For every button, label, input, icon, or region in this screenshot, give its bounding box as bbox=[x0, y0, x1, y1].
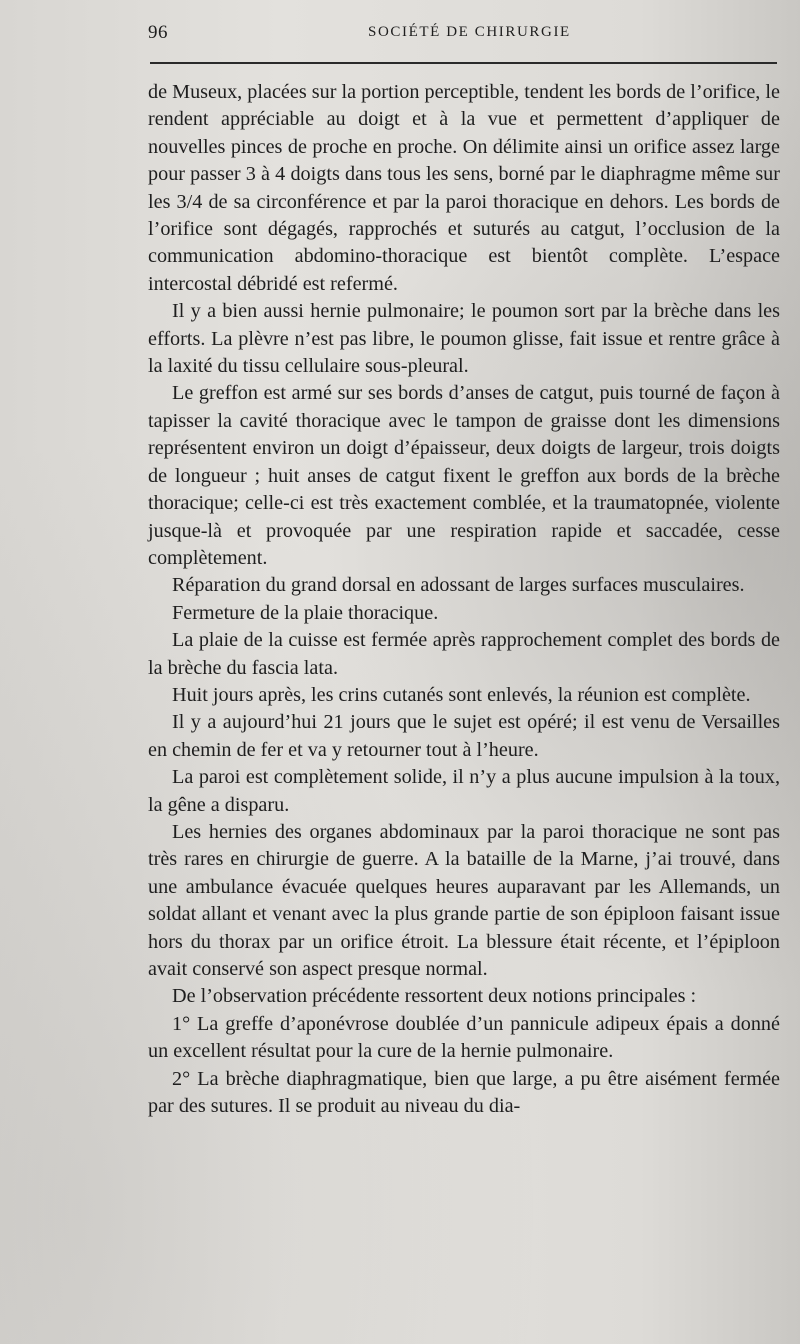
paragraph: La paroi est complètement solide, il n’y a plus aucune impulsion à la toux, la gêne a disparu. bbox=[148, 766, 780, 816]
page-number: 96 bbox=[148, 22, 168, 43]
body-text bbox=[148, 79, 780, 1120]
running-head: SOCIÉTÉ DE CHIRURGIE bbox=[368, 24, 571, 40]
header-rule bbox=[150, 62, 777, 64]
paragraph: Il y a bien aussi hernie pulmonaire; le poumon sort par la brèche dans les efforts. La plèvre n’est pas libre, le poumon glisse, fait issue et rentre grâce à la laxité du tissu cellulaire sous-pleural. bbox=[148, 300, 780, 378]
paragraph: de Museux, placées sur la portion perceptible, tendent les bords de l’orifice, le rendent appréciable au doigt et à la vue et permettent d’appliquer de nouvelles pinces de proche en proche. On délimite ainsi un orifice assez large pour passer 3 à 4 doigts dans tous les sens, borné par le diaphragme même sur les 3/4 de sa circonférence et par la paroi thoracique en dehors. Les bords de l’orifice sont dégagés, rapprochés et suturés au catgut, l’occlusion de la communication abdomino-thoracique est bientôt complète. L’espace intercostal débridé est refermé. bbox=[148, 81, 780, 295]
paragraph: De l’observation précédente ressortent deux notions principales : bbox=[172, 985, 697, 1008]
paragraph: Il y a aujourd’hui 21 jours que le sujet est opéré; il est venu de Versailles en chemin de fer et va y retourner tout à l’heure. bbox=[148, 711, 780, 761]
paragraph: La plaie de la cuisse est fermée après rapprochement complet des bords de la brèche du fascia lata. bbox=[148, 629, 780, 679]
paragraph: Les hernies des organes abdominaux par la paroi thoracique ne sont pas très rares en chirurgie de guerre. A la bataille de la Marne, j’ai trouvé, dans une ambulance évacuée quelques heures auparavant par les Allemands, un soldat allant et venant avec la plus grande partie de son épiploon faisant issue hors du thorax par un orifice étroit. La blessure était récente, et l’épiploon avait conservé son aspect presque normal. bbox=[148, 820, 780, 980]
page-header bbox=[148, 20, 778, 44]
paragraph: 1° La greffe d’aponévrose doublée d’un pannicule adipeux épais a donné un excellent résultat pour la cure de la hernie pulmonaire. bbox=[148, 1012, 780, 1063]
paragraph: Le greffon est armé sur ses bords d’anses de catgut, puis tourné de façon à tapisser la cavité thoracique avec le tampon de graisse dont les dimensions représentent environ un doigt d’épaisseur, deux doigts de largeur, trois doigts de longueur ; huit anses de catgut fixent le greffon aux bords de la brèche thoracique; celle-ci est très exactement comblée, et la traumatopnée, violente jusque-là et provoquée par une respiration rapide et saccadée, cesse complètement. bbox=[148, 382, 780, 569]
paragraph: Huit jours après, les crins cutanés sont enlevés, la réunion est complète. bbox=[172, 683, 751, 706]
paragraph: Fermeture de la plaie thoracique. bbox=[172, 601, 439, 624]
paragraph: 2° La brèche diaphragmatique, bien que large, a pu être aisément fermée par des sutures. Il se produit au niveau du dia- bbox=[148, 1067, 780, 1118]
paragraph: Réparation du grand dorsal en adossant de larges surfaces musculaires. bbox=[172, 574, 745, 597]
